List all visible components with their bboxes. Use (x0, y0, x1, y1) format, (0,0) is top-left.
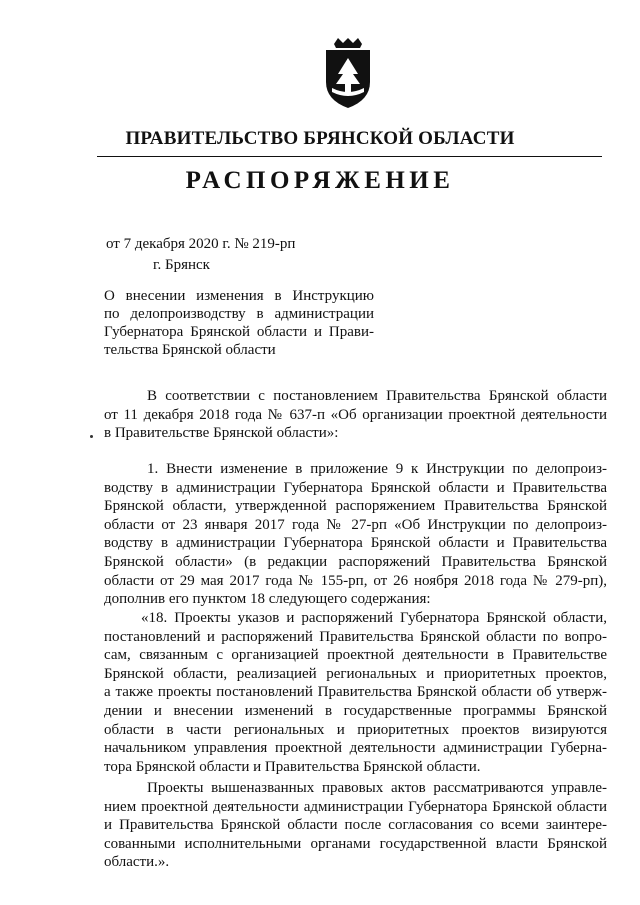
paragraph-line: Брянской области, реализацией региональных и приоритетных проектов, (104, 665, 607, 682)
header-divider (97, 156, 602, 157)
preamble-paragraph (104, 387, 607, 443)
paragraph-line: области от 29 мая 2017 года № 155-рп, от 26 ноября 2018 года № 279-рп), (104, 572, 607, 589)
paragraph-line: водству в администрации Губернатора Брянской области и Правительства (104, 479, 607, 496)
item-1-paragraph (104, 460, 607, 609)
paragraph-line: нием проектной деятельности администрации Губернатора Брянской области (104, 798, 607, 815)
subject-line: Губернатора Брянской области и Прави- (104, 324, 374, 340)
paragraph-line: в Правительстве Брянской области»: (104, 425, 339, 442)
paragraph-line: области.». (104, 854, 170, 871)
subject-line: по делопроизводству в администрации (104, 306, 374, 322)
paragraph-line: тора Брянской области и Правительства Брянской области. (104, 758, 481, 775)
paragraph-line: и Правительства Брянской области после согласования со всеми заинтере- (104, 817, 607, 834)
paragraph-line: от 11 декабря 2018 года № 637-п «Об организации проектной деятельности (104, 406, 607, 423)
paragraph-line: сам, связанным с организацией проектной деятельности в Правительстве (104, 647, 607, 664)
organization-title: ПРАВИТЕЛЬСТВО БРЯНСКОЙ ОБЛАСТИ (125, 128, 515, 149)
margin-mark (90, 435, 93, 438)
subject-line: О внесении изменения в Инструкцию (104, 288, 374, 304)
paragraph-line: области от 23 января 2017 года № 27-рп «Об Инструкции по делопроиз- (104, 516, 607, 533)
paragraph-line: В соответствии с постановлением Правительства Брянской области (147, 388, 607, 404)
document-date-number: от 7 декабря 2020 г. № 219-рп (106, 236, 296, 252)
paragraph-line: области в части региональных и приоритетных проектов визируются (104, 721, 607, 738)
paragraph-line: дении и внесении изменений в государственные программы Брянской (104, 702, 607, 719)
paragraph-line: водству в администрации Губернатора Брянской области и Правительства (104, 535, 607, 552)
paragraph-line: сованными исполнительными органами государственной власти Брянской (104, 835, 607, 852)
paragraph-line: дополнив его пунктом 18 следующего содержания: (104, 591, 431, 608)
paragraph-line: Брянской области, утвержденной распоряжением Правительства Брянской (104, 498, 607, 515)
paragraph-line: «18. Проекты указов и распоряжений Губернатора Брянской области, (141, 610, 607, 626)
paragraph-line: начальником управления проектной деятельности администрации Губерна- (104, 740, 607, 757)
document-type-heading: РАСПОРЯЖЕНИЕ (185, 167, 455, 194)
paragraph-line: Проекты вышеназванных правовых актов рассматриваются управле- (147, 780, 607, 796)
document-city: г. Брянск (153, 257, 210, 273)
paragraph-line: постановлений и распоряжений Правительства Брянской области по вопро- (104, 628, 607, 645)
point-18-paragraph (104, 609, 607, 776)
subject-line: тельства Брянской области (104, 342, 276, 358)
document-subject (104, 287, 374, 359)
point-18-continuation-paragraph (104, 779, 607, 872)
paragraph-line: 1. Внести изменение в приложение 9 к Инструкции по делопроиз- (147, 461, 607, 477)
paragraph-line: а также проекты постановлений Правительства Брянской области об утверж- (104, 684, 607, 701)
paragraph-line: Брянской области» (в редакции распоряжений Правительства Брянской (104, 553, 607, 570)
coat-of-arms-icon (318, 38, 378, 110)
